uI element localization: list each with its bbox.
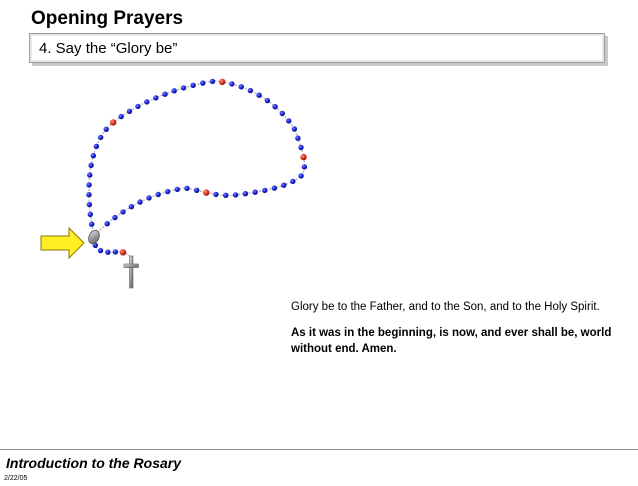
our-father-bead — [219, 79, 225, 85]
hail-mary-bead — [146, 195, 151, 200]
footer-divider — [0, 449, 638, 450]
our-father-bead — [203, 189, 209, 195]
hail-mary-bead — [248, 88, 253, 93]
hail-mary-bead — [144, 99, 149, 104]
hail-mary-bead — [181, 85, 186, 90]
hail-mary-bead — [104, 127, 109, 132]
hail-mary-bead — [165, 189, 170, 194]
hail-mary-bead — [200, 80, 205, 85]
our-father-bead — [300, 154, 306, 160]
hail-mary-bead — [295, 136, 300, 141]
hail-mary-bead — [135, 104, 140, 109]
hail-mary-bead — [153, 95, 158, 100]
footer-date: 2/22/05 — [4, 475, 28, 482]
hail-mary-bead — [88, 163, 93, 168]
hail-mary-bead — [190, 83, 195, 88]
hail-mary-bead — [184, 186, 189, 191]
slide-title: Opening Prayers — [31, 8, 184, 29]
prayer-line-1: Glory be to the Father, and to the Son, and to the Holy Spirit. — [291, 301, 600, 313]
prayer-line-2: As it was in the beginning, is now, and ever shall be, world without end. Amen. — [291, 327, 612, 355]
hail-mary-bead — [210, 79, 215, 84]
hail-mary-bead — [129, 204, 134, 209]
hail-mary-bead — [175, 187, 180, 192]
hail-mary-bead — [105, 250, 110, 255]
hail-mary-bead — [162, 92, 167, 97]
hail-mary-bead — [213, 192, 218, 197]
hail-mary-bead — [256, 93, 261, 98]
hail-mary-bead — [94, 144, 99, 149]
hail-mary-bead — [302, 164, 307, 169]
hail-mary-bead — [239, 84, 244, 89]
hail-mary-bead — [194, 188, 199, 193]
hail-mary-bead — [262, 188, 267, 193]
hail-mary-bead — [105, 221, 110, 226]
hail-mary-bead — [229, 81, 234, 86]
hail-mary-bead — [88, 212, 93, 217]
hail-mary-bead — [98, 135, 103, 140]
hail-mary-bead — [98, 248, 103, 253]
hail-mary-bead — [265, 98, 270, 103]
our-father-bead — [120, 249, 126, 255]
yellow-right-arrow-icon — [41, 228, 84, 258]
hail-mary-bead — [252, 190, 257, 195]
hail-mary-bead — [290, 179, 295, 184]
footer-title: Introduction to the Rosary — [6, 455, 181, 471]
hail-mary-bead — [120, 209, 125, 214]
medal-centerpiece-icon — [87, 229, 102, 246]
hail-mary-bead — [286, 118, 291, 123]
hail-mary-bead — [127, 109, 132, 114]
hail-mary-bead — [87, 172, 92, 177]
rosary-beads — [86, 79, 307, 256]
hail-mary-bead — [298, 145, 303, 150]
hail-mary-bead — [298, 173, 303, 178]
hail-mary-bead — [156, 192, 161, 197]
hail-mary-bead — [281, 183, 286, 188]
hail-mary-bead — [272, 185, 277, 190]
hail-mary-bead — [113, 249, 118, 254]
prayer-text — [291, 299, 621, 357]
hail-mary-bead — [272, 104, 277, 109]
hail-mary-bead — [137, 199, 142, 204]
step-label: 4. Say the “Glory be” — [39, 40, 178, 57]
hail-mary-bead — [280, 111, 285, 116]
hail-mary-bead — [243, 191, 248, 196]
hail-mary-bead — [112, 215, 117, 220]
hail-mary-bead — [223, 193, 228, 198]
hail-mary-bead — [87, 202, 92, 207]
hail-mary-bead — [91, 153, 96, 158]
crucifix-icon — [124, 256, 139, 288]
hail-mary-bead — [119, 114, 124, 119]
hail-mary-bead — [172, 88, 177, 93]
hail-mary-bead — [86, 182, 91, 187]
hail-mary-bead — [292, 126, 297, 131]
hail-mary-bead — [89, 222, 94, 227]
hail-mary-bead — [233, 192, 238, 197]
hail-mary-bead — [86, 192, 91, 197]
our-father-bead — [110, 119, 116, 125]
